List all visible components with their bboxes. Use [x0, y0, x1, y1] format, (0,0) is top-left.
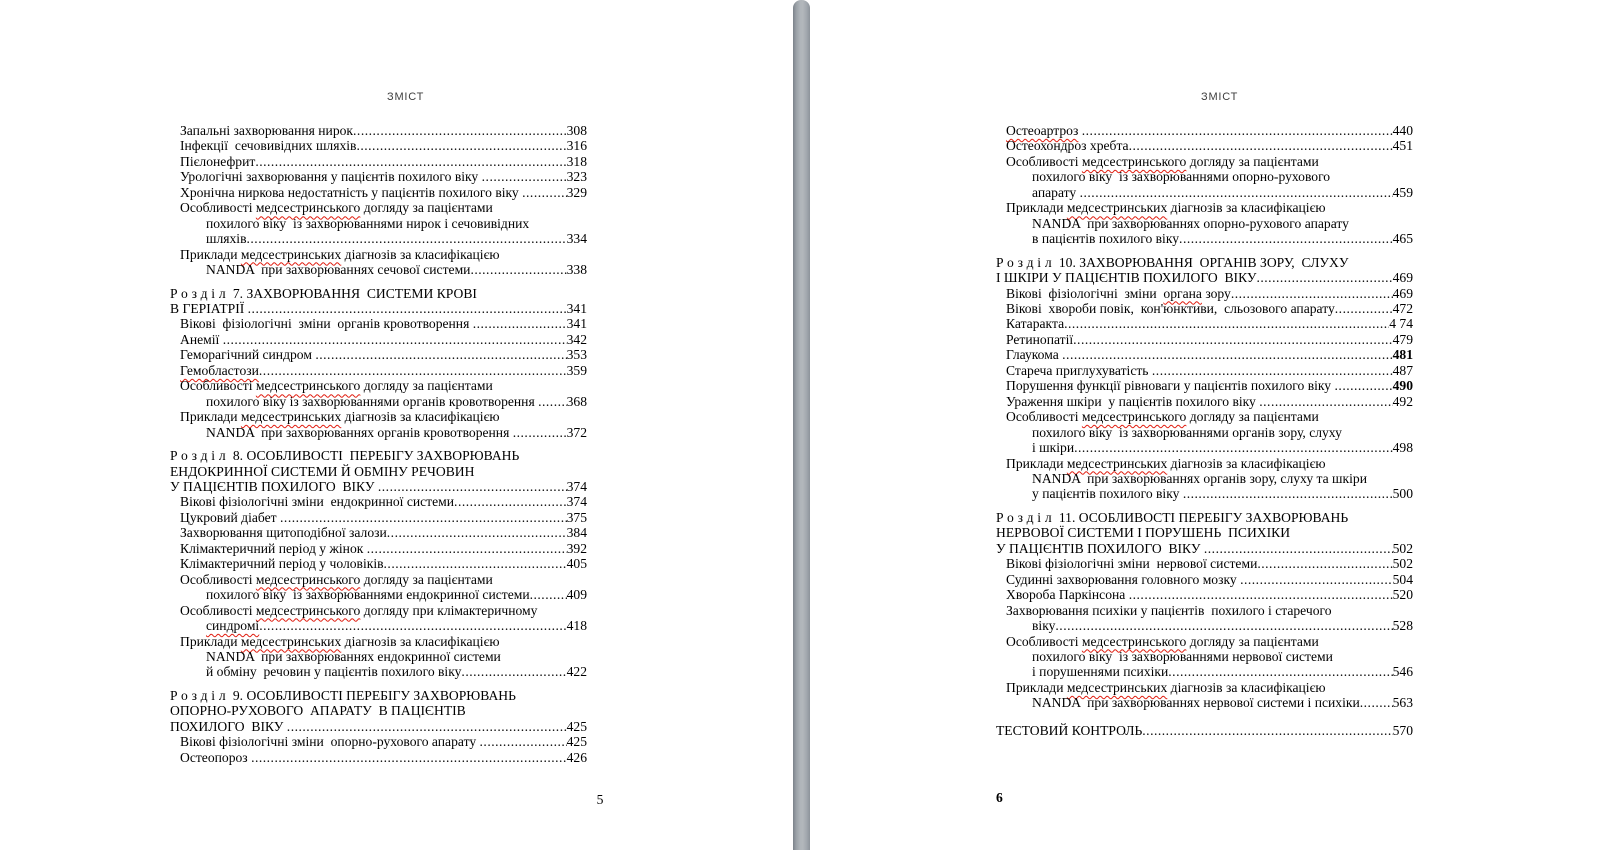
toc-line — [996, 572, 1413, 587]
toc-line — [996, 169, 1413, 184]
misspelled-word: медсестринських — [1066, 455, 1168, 471]
dot-leader — [1259, 394, 1392, 409]
toc-line — [170, 185, 587, 200]
page-gap-divider — [793, 0, 810, 850]
dot-leader — [1179, 231, 1393, 246]
toc-line — [170, 262, 587, 277]
toc-entry-text: Порушення функції рівноваги у пацієнтів похилого віку — [1006, 378, 1335, 394]
toc-page-ref: 504 — [1392, 571, 1413, 587]
toc-page-ref: 492 — [1392, 393, 1413, 409]
toc-page-ref: 329 — [566, 184, 587, 200]
misspelled-word: медсестринського — [255, 602, 361, 618]
misspelled-word: синдромі — [206, 618, 260, 634]
dot-leader — [454, 494, 567, 509]
dot-leader — [513, 425, 567, 440]
toc-entry-text: Ураження шкіри у пацієнтів похилого віку — [1006, 393, 1260, 409]
toc-line — [170, 634, 587, 649]
running-header-left: ЗМІСТ — [387, 91, 425, 103]
toc-page-ref: 422 — [566, 664, 587, 680]
dot-leader — [1074, 440, 1393, 455]
toc-line — [996, 486, 1413, 501]
toc-entry-text: похилого віку із захворюваннями нервової системи — [1032, 648, 1333, 664]
toc-page-ref: 353 — [566, 347, 587, 363]
toc-line — [170, 703, 587, 718]
toc-line — [996, 286, 1413, 301]
toc-line — [996, 378, 1413, 393]
toc-entry-text: Остеохондроз хребта — [1006, 138, 1129, 154]
toc-line — [170, 301, 587, 316]
toc-page-ref: 546 — [1392, 664, 1413, 680]
toc-entry-text: похилого віку із захворюваннями ендокринної системи — [206, 587, 530, 603]
toc-entry-text: У ПАЦІЄНТІВ ПОХИЛОГО ВІКУ — [996, 540, 1204, 556]
toc-page-ref: 374 — [566, 494, 587, 510]
toc-page-ref: 405 — [566, 556, 587, 572]
toc-line — [170, 734, 587, 749]
toc-line — [170, 750, 587, 765]
toc-page-ref: 469 — [1392, 285, 1413, 301]
dot-leader — [287, 719, 567, 734]
toc-entry-text: NANDA при захворюваннях опорно-рухового апарату — [1032, 215, 1349, 231]
misspelled-word: медсестринського — [1081, 633, 1187, 649]
toc-page-ref: 440 — [1392, 123, 1413, 138]
toc-page-ref: 384 — [566, 525, 587, 541]
toc-entry-text: і порушеннями психіки — [1032, 664, 1169, 680]
toc-entry-text: похилого віку із захворюваннями нирок і сечовивідних — [206, 215, 530, 231]
toc-line — [170, 425, 587, 440]
toc-entry-text: NANDA при захворюваннях сечової системи — [206, 262, 471, 278]
page-left[interactable] — [170, 0, 587, 850]
toc-entry-text: Вікові фізіологічні зміни ендокринної системи — [180, 494, 455, 510]
dot-leader — [367, 541, 567, 556]
toc-entry-text: І ШКІРИ У ПАЦІЄНТІВ ПОХИЛОГО ВІКУ — [996, 270, 1257, 286]
toc-page-ref: 323 — [566, 169, 587, 185]
toc-page-ref: 316 — [566, 138, 587, 154]
misspelled-word: Остеоартроз — [1006, 123, 1079, 138]
dot-leader — [251, 750, 567, 765]
toc-line — [170, 216, 587, 231]
dot-leader — [470, 262, 566, 277]
toc-line — [996, 723, 1413, 738]
toc-entry-text: Особливості медсестринського догляду за пацієнтами — [1006, 409, 1319, 425]
toc-line — [996, 680, 1413, 695]
dot-leader — [315, 347, 566, 362]
toc-entry-text: Інфекції сечовивідних шляхів — [180, 138, 357, 154]
toc-entry-text: NANDA при захворюваннях нервової системи і психіки — [1032, 695, 1360, 711]
toc-entry-text — [206, 618, 259, 633]
toc-entry-text — [180, 363, 259, 378]
toc-entry-text: Особливості медсестринського догляду за пацієнтами — [180, 571, 493, 587]
toc-line — [170, 378, 587, 393]
toc-line — [170, 316, 587, 331]
toc-entry-text: похилого віку із захворюваннями органів зору, слуху — [1032, 424, 1342, 440]
toc-entry-text: Хвороба Паркінсона — [1006, 587, 1129, 603]
toc-right — [996, 123, 1413, 738]
misspelled-word: органа — [1163, 285, 1202, 301]
toc-line — [170, 231, 587, 246]
toc-page-ref: 342 — [566, 331, 587, 347]
toc-entry-text: Судинні захворювання головного мозку — [1006, 571, 1241, 587]
dot-leader — [538, 394, 567, 409]
toc-entry-text: NANDA при захворюваннях органів зору, слуху та шкіри — [1032, 470, 1367, 486]
toc-page-ref: 481 — [1392, 347, 1413, 363]
toc-line — [170, 664, 587, 679]
toc-line — [170, 464, 587, 479]
toc-entry-text: NANDA при захворюваннях органів кровотворення — [206, 424, 513, 440]
toc-line — [170, 494, 587, 509]
dot-leader — [1064, 316, 1389, 331]
dot-leader — [1080, 185, 1393, 200]
toc-line — [170, 448, 587, 463]
toc-line — [996, 618, 1413, 633]
misspelled-word: медсестринських — [240, 246, 342, 262]
toc-line — [996, 316, 1413, 331]
toc-line — [170, 572, 587, 587]
toc-line — [170, 587, 587, 602]
dot-leader — [1168, 664, 1392, 679]
toc-entry-text: ОПОРНО-РУХОВОГО АПАРАТУ В ПАЦІЄНТІВ — [170, 703, 466, 719]
toc-page-ref: 375 — [566, 509, 587, 525]
toc-line — [170, 200, 587, 215]
toc-entry-text: Приклади медсестринських діагнозів за класифікацією — [180, 409, 500, 425]
toc-page-ref: 528 — [1392, 618, 1413, 634]
toc-page-ref: 465 — [1392, 231, 1413, 247]
toc-entry-text: Розділ 9. ОСОБЛИВОСТІ ПЕРЕБІГУ ЗАХВОРЮВАНЬ — [170, 687, 516, 703]
toc-entry-text: Пієлонефрит — [180, 153, 256, 169]
dot-leader — [1360, 695, 1393, 710]
toc-line — [996, 270, 1413, 285]
toc-line — [996, 510, 1413, 525]
toc-entry-text: В ГЕРІАТРІЇ — [170, 300, 248, 316]
toc-line — [996, 154, 1413, 169]
dot-leader — [1335, 378, 1393, 393]
toc-entry-text: Вікові хвороби повік, кон'юнктиви, сльозового апарату — [1006, 300, 1335, 316]
toc-page-ref: 479 — [1392, 331, 1413, 347]
toc-entry-text: Розділ 10. ЗАХВОРЮВАННЯ ОРГАНІВ ЗОРУ, СЛУХУ — [996, 254, 1349, 270]
toc-line — [170, 247, 587, 262]
toc-line — [170, 409, 587, 424]
toc-page-ref: 469 — [1392, 270, 1413, 286]
toc-entry-text: Вікові фізіологічні зміни органа зору — [1006, 285, 1231, 301]
toc-entry-text: апарату — [1032, 184, 1080, 200]
toc-entry-text: Особливості медсестринського догляду за пацієнтами — [1006, 153, 1319, 169]
dot-leader — [1152, 363, 1393, 378]
toc-line — [996, 185, 1413, 200]
toc-entry-text: NANDA при захворюваннях ендокринної системи — [206, 648, 501, 664]
toc-entry-text: Цукровий діабет — [180, 509, 281, 525]
toc-line — [170, 525, 587, 540]
toc-page-ref: 308 — [566, 123, 587, 138]
toc-entry-text: в пацієнтів похилого віку — [1032, 231, 1180, 247]
toc-line — [996, 123, 1413, 138]
toc-page-ref: 372 — [566, 424, 587, 440]
toc-line — [996, 347, 1413, 362]
toc-line — [170, 286, 587, 301]
toc-entry-text: Хронічна ниркова недостатність у пацієнтів похилого віку — [180, 184, 523, 200]
toc-page-ref: 570 — [1392, 722, 1413, 738]
dot-leader — [1335, 301, 1393, 316]
dot-leader — [1231, 286, 1393, 301]
toc-entry-text: Вікові фізіологічні зміни органів кровотворення — [180, 316, 473, 332]
toc-entry-text: Вікові фізіологічні зміни нервової системи — [1006, 556, 1258, 572]
dot-leader — [223, 332, 567, 347]
toc-page-ref: 426 — [566, 749, 587, 765]
dot-leader — [259, 618, 566, 633]
misspelled-word: медсестринського — [1081, 409, 1187, 425]
toc-entry-text: Урологічні захворювання у пацієнтів похилого віку — [180, 169, 482, 185]
toc-line — [996, 664, 1413, 679]
toc-line — [996, 556, 1413, 571]
toc-page-ref: 338 — [566, 262, 587, 278]
toc-line — [170, 510, 587, 525]
toc-line — [996, 409, 1413, 424]
misspelled-word: медсестринського — [1081, 153, 1187, 169]
toc-line — [170, 138, 587, 153]
toc-page-ref: 498 — [1392, 440, 1413, 456]
dot-leader — [530, 587, 567, 602]
dot-leader — [1055, 618, 1392, 633]
toc-entry-text: ПОХИЛОГО ВІКУ — [170, 718, 287, 734]
toc-line — [996, 332, 1413, 347]
toc-entry-text: Остеопороз — [180, 749, 252, 765]
toc-entry-text: Приклади медсестринських діагнозів за класифікацією — [1006, 455, 1326, 471]
toc-line — [170, 479, 587, 494]
toc-line — [996, 394, 1413, 409]
dot-leader — [353, 123, 567, 138]
toc-line — [996, 587, 1413, 602]
toc-entry-text: Клімактеричний період у чоловіків — [180, 556, 384, 572]
toc-line — [996, 216, 1413, 231]
toc-line — [170, 169, 587, 184]
dot-leader — [1082, 123, 1393, 138]
dot-leader — [461, 664, 566, 679]
toc-entry-text: і шкіри — [1032, 440, 1075, 456]
toc-page-ref: 368 — [566, 393, 587, 409]
toc-page-ref: 500 — [1392, 486, 1413, 502]
page-number-right: 6 — [996, 790, 1003, 805]
toc-line — [170, 556, 587, 571]
misspelled-word: медсестринських — [1066, 200, 1168, 216]
toc-line — [996, 471, 1413, 486]
toc-page-ref: 487 — [1392, 362, 1413, 378]
toc-entry-text: Захворювання психіки у пацієнтів похилого і старечого — [1006, 602, 1332, 618]
toc-entry-text: Запальні захворювання нирок — [180, 123, 354, 138]
toc-page-ref: 502 — [1392, 556, 1413, 572]
dot-leader — [356, 138, 566, 153]
toc-line — [170, 332, 587, 347]
toc-entry-text: Розділ 8. ОСОБЛИВОСТІ ПЕРЕБІГУ ЗАХВОРЮВАНЬ — [170, 448, 520, 464]
dot-leader — [259, 363, 567, 378]
toc-line — [996, 425, 1413, 440]
dot-leader — [1240, 572, 1393, 587]
toc-entry-text: ЕНДОКРИННОЇ СИСТЕМИ Й ОБМІНУ РЕЧОВИН — [170, 463, 475, 479]
toc-line — [996, 363, 1413, 378]
dot-leader — [482, 169, 567, 184]
dot-leader — [280, 510, 567, 525]
toc-page-ref: 459 — [1392, 184, 1413, 200]
toc-page-ref: 392 — [566, 540, 587, 556]
toc-entry-text: Приклади медсестринських діагнозів за класифікацією — [180, 633, 500, 649]
toc-line — [170, 688, 587, 703]
dot-leader — [1183, 486, 1393, 501]
toc-entry-text: Захворювання щитоподібної залози — [180, 525, 387, 541]
toc-entry-text: ТЕСТОВИЙ КОНТРОЛЬ — [996, 722, 1143, 738]
dot-leader — [1129, 587, 1393, 602]
toc-line — [170, 541, 587, 556]
dot-leader — [247, 231, 567, 246]
toc-line — [996, 440, 1413, 455]
toc-entry-text: Особливості медсестринського догляду за пацієнтами — [1006, 633, 1319, 649]
toc-page-ref: 4 74 — [1389, 316, 1413, 332]
toc-line — [996, 255, 1413, 270]
toc-page-ref: 502 — [1392, 540, 1413, 556]
toc-line — [170, 719, 587, 734]
toc-page-ref: 359 — [566, 362, 587, 378]
toc-line — [170, 649, 587, 664]
toc-line — [996, 200, 1413, 215]
toc-page-ref: 409 — [566, 587, 587, 603]
toc-page-ref: 341 — [566, 316, 587, 332]
dot-leader — [384, 556, 567, 571]
toc-entry-text: у пацієнтів похилого віку — [1032, 486, 1183, 502]
toc-entry-text: шляхів — [206, 231, 247, 247]
misspelled-word: медсестринського — [255, 200, 361, 216]
dot-leader — [1073, 332, 1392, 347]
toc-entry-text: У ПАЦІЄНТІВ ПОХИЛОГО ВІКУ — [170, 478, 378, 494]
toc-page-ref: 425 — [566, 734, 587, 750]
dot-leader — [255, 154, 566, 169]
misspelled-word: медсестринських — [240, 409, 342, 425]
toc-page-ref: 374 — [566, 478, 587, 494]
toc-entry-text: Стареча приглухуватість — [1006, 362, 1152, 378]
toc-entry-text: Приклади медсестринських діагнозів за класифікацією — [1006, 200, 1326, 216]
toc-page-ref: 520 — [1392, 587, 1413, 603]
toc-page-ref: 451 — [1392, 138, 1413, 154]
toc-page-ref: 490 — [1392, 378, 1413, 394]
toc-entry-text: Геморагічний синдром — [180, 347, 316, 363]
toc-page-ref: 341 — [566, 300, 587, 316]
toc-line — [996, 695, 1413, 710]
toc-entry-text: похилого віку із захворюваннями опорно-рухового — [1032, 169, 1331, 185]
toc-line — [170, 347, 587, 362]
dot-leader — [1129, 138, 1393, 153]
dot-leader — [1062, 347, 1392, 362]
toc-line — [170, 154, 587, 169]
toc-line — [996, 301, 1413, 316]
toc-page-ref: 318 — [566, 153, 587, 169]
toc-entry-text: Особливості медсестринського догляду за пацієнтами — [180, 378, 493, 394]
toc-entry-text: Анемії — [180, 331, 223, 347]
misspelled-word: медсестринського — [255, 378, 361, 394]
dot-leader — [387, 525, 567, 540]
page-right[interactable] — [996, 0, 1413, 850]
dot-leader — [1256, 270, 1392, 285]
toc-entry-text: Клімактеричний період у жінок — [180, 540, 367, 556]
toc-entry-text: віку — [1032, 618, 1056, 634]
toc-entry-text: Особливості медсестринського догляду за пацієнтами — [180, 200, 493, 216]
toc-entry-text: Розділ 7. ЗАХВОРЮВАННЯ СИСТЕМИ КРОВІ — [170, 285, 477, 301]
toc-entry-text: Приклади медсестринських діагнозів за класифікацією — [180, 246, 500, 262]
toc-page-ref: 334 — [566, 231, 587, 247]
toc-entry-text: Особливості медсестринського догляду при клімактеричному — [180, 602, 538, 618]
toc-entry-text: Вікові фізіологічні зміни опорно-рухового апарату — [180, 734, 480, 750]
misspelled-word: Гемобластози — [180, 362, 259, 378]
dot-leader — [473, 316, 567, 331]
page-number-left: 5 — [596, 792, 604, 807]
toc-entry-text: Катаракта — [1006, 316, 1065, 332]
toc-line — [996, 456, 1413, 471]
dot-leader — [1204, 541, 1393, 556]
dot-leader — [248, 301, 567, 316]
dot-leader — [1257, 556, 1392, 571]
toc-line — [996, 541, 1413, 556]
toc-entry-text: Глаукома — [1006, 347, 1063, 363]
toc-left — [170, 123, 587, 765]
toc-line — [170, 394, 587, 409]
toc-page-ref: 425 — [566, 718, 587, 734]
misspelled-word: медсестринських — [1066, 679, 1168, 695]
toc-line — [996, 525, 1413, 540]
toc-line — [170, 363, 587, 378]
toc-page-ref: 563 — [1392, 695, 1413, 711]
toc-page-ref: 472 — [1392, 300, 1413, 316]
misspelled-word: медсестринських — [240, 633, 342, 649]
dot-leader — [522, 185, 566, 200]
toc-entry-text: Приклади медсестринських діагнозів за класифікацією — [1006, 679, 1326, 695]
misspelled-word: медсестринського — [255, 571, 361, 587]
toc-line — [170, 603, 587, 618]
toc-entry-text: Розділ 11. ОСОБЛИВОСТІ ПЕРЕБІГУ ЗАХВОРЮВАНЬ — [996, 509, 1349, 525]
toc-line — [996, 649, 1413, 664]
toc-entry-text: й обміну речовин у пацієнтів похилого віку — [206, 664, 462, 680]
toc-line — [996, 603, 1413, 618]
toc-page-ref: 418 — [566, 618, 587, 634]
toc-entry-text: похилого віку із захворюваннями органів кровотворення — [206, 393, 539, 409]
running-header-right: ЗМІСТ — [1201, 91, 1239, 103]
toc-entry-text — [1006, 123, 1082, 138]
dot-leader — [378, 479, 567, 494]
toc-line — [996, 231, 1413, 246]
toc-entry-text: Ретинопатії — [1006, 331, 1074, 347]
toc-entry-text: НЕРВОВОЇ СИСТЕМИ І ПОРУШЕНЬ ПСИХІКИ — [996, 525, 1291, 541]
dot-leader — [480, 734, 567, 749]
toc-line — [170, 618, 587, 633]
toc-line — [170, 123, 587, 138]
dot-leader — [1142, 723, 1392, 738]
toc-line — [996, 634, 1413, 649]
toc-line — [996, 138, 1413, 153]
